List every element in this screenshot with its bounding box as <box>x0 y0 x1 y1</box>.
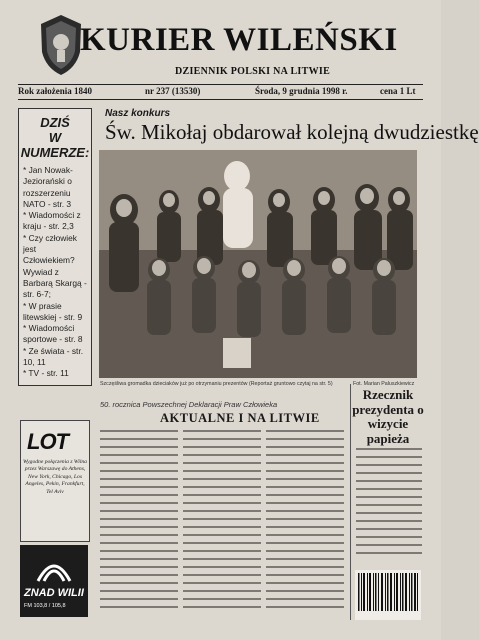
lot-advertisement <box>20 420 90 542</box>
divider <box>18 84 423 85</box>
list-item[interactable]: * Czy człowiek jest Człowiekiem? Wywiad z Barbarą Skargą - str. 6-7; <box>23 232 87 300</box>
list-item[interactable]: * Wiadomości sportowe - str. 8 <box>23 323 83 345</box>
story-kicker: 50. rocznica Powszechnej Deklaracji Praw Człowieka <box>100 400 278 409</box>
contents-list <box>23 165 89 380</box>
lot-logo: LOT <box>27 429 68 454</box>
list-item[interactable]: * Jan Nowak-Jeziorański o rozszerzeniu NATO - str. 3 <box>23 165 73 209</box>
divider <box>18 99 423 100</box>
story-headline[interactable]: AKTUALNE I NA LITWIE <box>160 411 320 425</box>
list-item[interactable]: * Ze świata - str. 10, 11 <box>23 345 84 368</box>
masthead-subtitle: DZIENNIK POLSKI NA LITWIE <box>175 66 331 77</box>
article-column <box>266 428 344 618</box>
list-item[interactable]: * TV - str. 11 <box>23 368 69 379</box>
lot-ad-text: Wygodne połączenia z Wilna przez Warszawę do Athens, New York, Chicago, Los Angeles, Pekin, Frankfurt, Tel Aviv <box>23 459 87 495</box>
coat-of-arms-icon <box>36 12 86 78</box>
list-item[interactable]: * W prasie litewskiej - str. 9 <box>23 300 83 322</box>
story-kicker: Nasz konkurs <box>105 108 171 119</box>
heading-line: NUMERZE: <box>20 145 90 160</box>
story-headline[interactable]: Św. Mikołaj obdarował kolejną dwudziestkę <box>105 120 479 144</box>
barcode <box>355 570 421 620</box>
radio-frequency: FM 103,8 / 105,8 <box>24 603 66 609</box>
group-photo <box>99 150 417 378</box>
heading-line: DZIŚ <box>40 115 70 130</box>
barcode-icon <box>355 570 421 620</box>
side-article-text <box>356 446 422 564</box>
photo-caption: Szczęśliwa gromadka dzieciaków już po otrzymaniu prezentów (Reportaż gruntowo czytaj na str. 5) <box>100 381 333 387</box>
side-story-headline[interactable]: Rzecznik prezydenta o wizycie papieża <box>352 387 424 446</box>
masthead-title: KURIER WILEŃSKI <box>80 22 398 58</box>
photo-credit: Fot. Marian Paluszkiewicz <box>353 381 415 387</box>
issue-number: nr 237 (13530) <box>145 86 201 96</box>
price: cena 1 Lt <box>380 86 416 96</box>
in-this-issue-heading <box>19 115 91 160</box>
founded-line: Rok założenia 1840 <box>18 86 92 96</box>
article-column <box>100 428 178 618</box>
children-photo-illustration <box>99 150 417 378</box>
heading-line: W <box>48 130 62 145</box>
in-this-issue-box <box>18 108 92 386</box>
radio-name: ZNAD WILII <box>24 587 84 599</box>
list-item[interactable]: * Wiadomości z kraju - str. 2,3 <box>23 210 81 232</box>
radio-wave-icon <box>34 551 74 585</box>
issue-date: Środa, 9 grudnia 1998 r. <box>255 86 348 96</box>
radio-advertisement <box>20 545 88 617</box>
column-divider <box>350 384 351 620</box>
article-column <box>183 428 261 618</box>
